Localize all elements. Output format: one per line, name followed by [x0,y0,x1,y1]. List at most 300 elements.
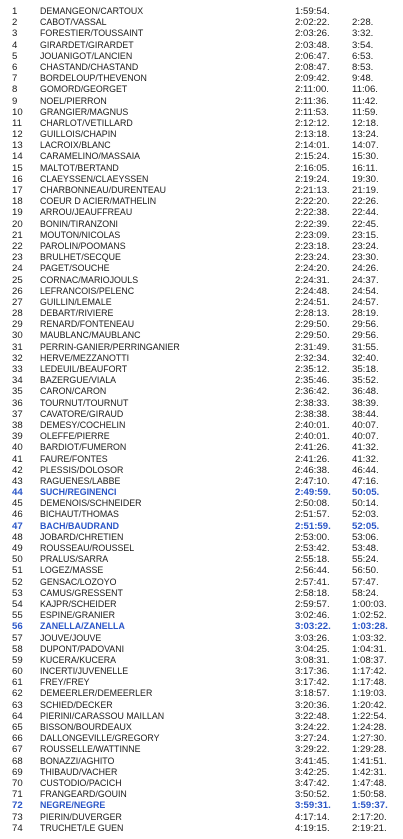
rank-cell: 72 [12,800,23,812]
time-cell: 2:53:00. [295,531,330,543]
result-row [0,40,403,51]
result-row [0,151,403,162]
rank-cell: 26 [12,285,23,297]
gap-cell: 11:59. [352,106,378,118]
gap-cell: 35:52. [352,375,379,387]
gap-cell: 32:40. [352,352,379,364]
time-cell: 2:56:44. [295,565,330,577]
time-cell: 2:59:57. [295,598,330,610]
time-cell: 2:23:09. [295,229,330,241]
gap-cell: 16:11. [352,162,378,174]
result-row [0,252,403,263]
crew-names-cell: BRULHET/SECQUE [40,252,121,264]
gap-cell: 15:30. [352,151,379,163]
gap-cell: 19:30. [352,173,379,185]
result-row [0,621,403,632]
result-row [0,700,403,711]
rank-cell: 7 [12,73,18,85]
gap-cell: 1:24:28. [352,722,387,733]
time-cell: 2:41:26. [295,442,330,454]
rank-cell: 29 [12,319,23,331]
crew-names-cell: ESPINE/GRANIER [40,610,116,622]
time-cell: 2:24:48. [295,285,330,297]
time-cell: 2:22:38. [295,207,330,219]
rank-cell: 16 [12,173,23,185]
time-cell: 3:03:22. [295,621,331,633]
gap-cell: 1:03:28. [352,621,388,633]
rank-cell: 70 [12,777,23,789]
crew-names-cell: GIRARDET/GIRARDET [40,39,134,51]
result-row [0,733,403,744]
rank-cell: 13 [12,140,23,152]
rank-cell: 23 [12,252,23,264]
time-cell: 3:04:25. [295,643,330,655]
gap-cell: 29:56. [352,319,379,331]
gap-cell: 23:15. [352,229,379,241]
rank-cell: 58 [12,643,23,655]
result-row [0,386,403,397]
time-cell: 3:17:36. [295,666,330,678]
crew-names-cell: SUCH/REGINENCI [40,487,117,499]
crew-names-cell: PIERIN/DUVERGER [40,811,122,823]
crew-names-cell: ZANELLA/ZANELLA [40,621,125,633]
time-cell: 2:06:47. [295,50,330,62]
time-cell: 2:31:49. [295,341,330,353]
time-cell: 2:38:38. [295,408,330,420]
crew-names-cell: NEGRE/NEGRE [40,800,106,812]
crew-names-cell: HERVE/MEZZANOTTI [40,352,130,364]
result-row [0,51,403,62]
rank-cell: 33 [12,364,23,375]
result-row [0,610,403,621]
crew-names-cell: DUPONT/PADOVANI [40,643,125,655]
gap-cell: 1:41:51. [352,755,387,767]
result-row [0,633,403,644]
gap-cell: 41:32. [352,453,379,465]
rank-cell: 39 [12,431,23,443]
time-cell: 2:03:48. [295,39,330,51]
rank-cell: 18 [12,196,23,208]
gap-cell: 11:06. [352,84,378,96]
rank-cell: 69 [12,766,23,778]
time-cell: 3:20:36. [295,699,330,711]
time-cell: 3:59:31. [295,800,331,812]
rank-cell: 54 [12,598,23,610]
time-cell: 2:11:53. [295,106,329,118]
result-row [0,644,403,655]
gap-cell: 40:07. [352,431,379,443]
crew-names-cell: KAJPR/SCHEIDER [40,598,117,610]
gap-cell: 21:19. [352,185,379,196]
result-row [0,319,403,330]
result-row [0,163,403,174]
time-cell: 2:53:42. [295,543,330,554]
rank-cell: 48 [12,531,23,543]
gap-cell: 22:26. [352,196,379,208]
result-row [0,241,403,252]
time-cell: 2:46:38. [295,464,330,476]
gap-cell: 22:45. [352,218,379,230]
gap-cell: 38:44. [352,408,379,420]
gap-cell: 1:08:37. [352,654,387,666]
crew-names-cell: BISSON/BOURDEAUX [40,722,132,733]
result-row [0,73,403,84]
time-cell: 3:03:26. [295,632,330,644]
gap-cell: 1:59:37. [352,800,388,812]
rank-cell: 10 [12,106,23,118]
crew-names-cell: JOUVE/JOUVE [40,632,102,644]
gap-cell: 52:03. [352,509,379,521]
time-cell: 2:40:01. [295,419,330,431]
gap-cell: 1:22:54. [352,710,387,722]
result-row [0,722,403,733]
result-row [0,778,403,789]
gap-cell: 36:48. [352,386,379,398]
gap-cell: 1:04:31. [352,643,387,655]
crew-names-cell: MALTOT/BERTAND [40,162,119,174]
rank-cell: 36 [12,397,23,409]
time-cell: 2:16:05. [295,162,330,174]
result-row [0,498,403,509]
gap-cell: 2:17:20. [352,811,387,823]
time-cell: 3:22:48. [295,710,330,722]
crew-names-cell: JOUANIGOT/LANCIEN [40,50,133,62]
crew-names-cell: MOUTON/NICOLAS [40,229,121,241]
rank-cell: 49 [12,543,23,554]
crew-names-cell: TOURNUT/TOURNUT [40,397,129,409]
gap-cell: 2:28. [352,17,374,29]
gap-cell: 1:47:48. [352,777,387,789]
crew-names-cell: BAZERGUE/VIALA [40,375,117,387]
rank-cell: 19 [12,207,23,219]
result-row [0,577,403,588]
crew-names-cell: SCHIED/DECKER [40,699,113,711]
time-cell: 2:03:26. [295,28,330,40]
rank-cell: 5 [12,50,18,62]
gap-cell: 9:48. [352,73,374,85]
rank-cell: 66 [12,733,23,745]
rank-cell: 24 [12,263,23,275]
rank-cell: 44 [12,487,23,499]
rank-cell: 57 [12,632,23,644]
crew-names-cell: BORDELOUP/THEVENON [40,73,147,85]
gap-cell: 38:39. [352,397,379,409]
crew-names-cell: FRANGEARD/GOUIN [40,789,127,801]
gap-cell: 24:57. [352,296,379,308]
crew-names-cell: CORNAC/MARIOJOULS [40,274,139,286]
crew-names-cell: LOGEZ/MASSE [40,565,104,577]
crew-names-cell: CARAMELINO/MASSAIA [40,151,141,163]
crew-names-cell: ROUSSEAU/ROUSSEL [40,543,135,554]
result-row [0,185,403,196]
crew-names-cell: ROUSSELLE/WATTINNE [40,744,141,756]
crew-names-cell: CHARBONNEAU/DURENTEAU [40,185,167,196]
time-cell: 2:23:24. [295,252,330,264]
crew-names-cell: FAURE/FONTES [40,453,108,465]
time-cell: 2:40:01. [295,431,330,443]
rank-cell: 74 [12,822,23,834]
result-row [0,28,403,39]
rank-cell: 31 [12,341,23,353]
crew-names-cell: CARON/CARON [40,386,107,398]
crew-names-cell: FREY/FREY [40,677,90,689]
result-row [0,487,403,498]
rank-cell: 61 [12,677,23,689]
gap-cell: 1:17:42. [352,666,387,678]
result-row [0,677,403,688]
result-row [0,140,403,151]
rank-cell: 45 [12,498,23,510]
rank-cell: 41 [12,453,23,465]
gap-cell: 58:24. [352,587,379,599]
gap-cell: 53:06. [352,531,379,543]
result-row [0,711,403,722]
time-cell: 2:22:39. [295,218,330,230]
gap-cell: 23:30. [352,252,379,264]
gap-cell: 1:17:48. [352,677,387,689]
time-cell: 2:55:18. [295,554,330,566]
gap-cell: 53:48. [352,543,379,554]
rank-cell: 59 [12,654,23,666]
crew-names-cell: GOMORD/GEORGET [40,84,128,96]
result-row [0,476,403,487]
crew-names-cell: RAGUENES/LABBE [40,475,121,487]
time-cell: 3:29:22. [295,744,330,756]
time-cell: 2:35:12. [295,364,330,375]
result-row [0,129,403,140]
gap-cell: 1:29:28. [352,744,387,756]
time-cell: 2:47:10. [295,475,330,487]
rank-cell: 1 [12,6,18,17]
result-row [0,465,403,476]
gap-cell: 56:50. [352,565,379,577]
result-row [0,375,403,386]
result-row [0,107,403,118]
result-row [0,767,403,778]
gap-cell: 1:00:03. [352,598,387,610]
rank-cell: 27 [12,296,23,308]
rank-cell: 62 [12,688,23,700]
gap-cell: 50:14. [352,498,379,510]
crew-names-cell: PAGET/SOUCHE [40,263,110,275]
gap-cell: 3:32. [352,28,374,40]
rank-cell: 64 [12,710,23,722]
crew-names-cell: DEBART/RIVIERE [40,308,114,320]
rank-cell: 22 [12,240,23,252]
time-cell: 1:59:54. [295,6,330,17]
gap-cell: 46:44. [352,464,379,476]
crew-names-cell: DEMENOIS/SCHNEIDER [40,498,142,510]
rank-cell: 46 [12,509,23,521]
crew-names-cell: THIBAUD/VACHER [40,766,118,778]
result-row [0,330,403,341]
time-cell: 2:51:59. [295,520,331,532]
time-cell: 3:41:45. [295,755,330,767]
gap-cell: 22:44. [352,207,379,219]
crew-names-cell: PERRIN-GANIER/PERRINGANIER [40,341,180,353]
result-row [0,599,403,610]
time-cell: 2:32:34. [295,352,330,364]
result-row [0,823,403,834]
gap-cell: 1:03:32. [352,632,387,644]
time-cell: 2:22:20. [295,196,330,208]
rank-cell: 34 [12,375,23,387]
rank-cell: 30 [12,330,23,342]
time-cell: 2:21:13. [295,185,330,196]
time-cell: 2:24:31. [295,274,330,286]
rank-cell: 42 [12,464,23,476]
crew-names-cell: MAUBLANC/MAUBLANC [40,330,141,342]
crew-names-cell: GRANGIER/MAGNUS [40,106,129,118]
result-row [0,655,403,666]
time-cell: 3:50:52. [295,789,330,801]
crew-names-cell: CHASTAND/CHASTAND [40,61,139,73]
time-cell: 4:17:14. [295,811,330,823]
rank-cell: 25 [12,274,23,286]
gap-cell: 1:02:52. [352,610,387,622]
time-cell: 2:50:08. [295,498,330,510]
time-cell: 4:19:15. [295,822,330,834]
time-cell: 2:09:42. [295,73,330,85]
gap-cell: 41:32. [352,442,379,454]
crew-names-cell: DEMANGEON/CARTOUX [40,6,144,17]
rank-cell: 12 [12,129,23,141]
rank-cell: 38 [12,419,23,431]
gap-cell: 14:07. [352,140,379,152]
crew-names-cell: LACROIX/BLANC [40,140,111,152]
time-cell: 2:41:26. [295,453,330,465]
rank-cell: 2 [12,17,18,29]
rank-cell: 14 [12,151,23,163]
result-row [0,364,403,375]
result-row [0,118,403,129]
rank-cell: 4 [12,39,18,51]
result-row [0,398,403,409]
crew-names-cell: PAROLIN/POOMANS [40,240,126,252]
result-row [0,509,403,520]
rank-cell: 15 [12,162,23,174]
gap-cell: 40:07. [352,419,379,431]
result-row [0,454,403,465]
crew-names-cell: PIERINI/CARASSOU MAILLAN [40,710,165,722]
gap-cell: 23:24. [352,240,379,252]
result-row [0,800,403,811]
crew-names-cell: BONAZZI/AGHITO [40,755,115,767]
rank-cell: 17 [12,185,23,196]
rank-cell: 55 [12,610,23,622]
rank-cell: 53 [12,587,23,599]
crew-names-cell: JOBARD/CHRETIEN [40,531,124,543]
crew-names-cell: GENSAC/LOZOYO [40,576,117,588]
rank-cell: 11 [12,117,22,129]
result-row [0,230,403,241]
time-cell: 2:36:42. [295,386,330,398]
crew-names-cell: CHARLOT/VETILLARD [40,117,133,129]
time-cell: 3:42:25. [295,766,330,778]
result-row [0,812,403,823]
time-cell: 3:18:57. [295,688,330,700]
time-cell: 2:02:22. [295,17,330,29]
crew-names-cell: TRUCHET/LE GUEN [40,822,124,834]
result-row [0,532,403,543]
gap-cell: 1:20:42. [352,699,387,711]
gap-cell: 28:19. [352,308,379,320]
result-row [0,308,403,319]
time-cell: 2:57:41. [295,576,330,588]
time-cell: 2:29:50. [295,330,330,342]
result-row [0,84,403,95]
time-cell: 3:47:42. [295,777,330,789]
crew-names-cell: LEDEUIL/BEAUFORT [40,364,128,375]
rank-cell: 68 [12,755,23,767]
rank-cell: 40 [12,442,23,454]
crew-names-cell: PRALUS/SARRA [40,554,109,566]
result-row [0,756,403,767]
gap-cell: 52:05. [352,520,380,532]
time-cell: 2:51:57. [295,509,330,521]
crew-names-cell: INCERTI/JUVENELLE [40,666,129,678]
time-cell: 2:23:18. [295,240,330,252]
result-row [0,275,403,286]
crew-names-cell: CAMUS/GRESSENT [40,587,123,599]
time-cell: 3:24:22. [295,722,330,733]
crew-names-cell: COEUR D ACIER/MATHELIN [40,196,157,208]
crew-names-cell: PLESSIS/DOLOSOR [40,464,124,476]
gap-cell: 3:54. [352,39,374,51]
time-cell: 2:08:47. [295,61,330,73]
crew-names-cell: CABOT/VASSAL [40,17,107,29]
time-cell: 2:11:36. [295,95,329,107]
result-row [0,263,403,274]
crew-names-cell: DEMESY/COCHELIN [40,419,126,431]
gap-cell: 1:19:03. [352,688,387,700]
time-cell: 2:19:24. [295,173,330,185]
gap-cell: 6:53. [352,50,374,62]
time-cell: 3:08:31. [295,654,330,666]
time-cell: 2:13:18. [295,129,330,141]
result-row [0,342,403,353]
result-row [0,442,403,453]
crew-names-cell: CAVATORE/GIRAUD [40,408,124,420]
result-row [0,521,403,532]
result-row [0,6,403,17]
gap-cell: 35:18. [352,364,379,375]
rank-cell: 6 [12,61,18,73]
gap-cell: 24:37. [352,274,379,286]
time-cell: 2:14:01. [295,140,330,152]
time-cell: 2:12:12. [295,117,330,129]
time-cell: 2:49:59. [295,487,331,499]
crew-names-cell: GUILLOIS/CHAPIN [40,129,117,141]
gap-cell: 1:50:58. [352,789,387,801]
rank-cell: 37 [12,408,23,420]
gap-cell: 13:24. [352,129,379,141]
rank-cell: 9 [12,95,18,107]
gap-cell: 11:42. [352,95,378,107]
rank-cell: 3 [12,28,18,40]
results-table [0,6,403,834]
result-row [0,196,403,207]
rank-cell: 50 [12,554,23,566]
rank-cell: 52 [12,576,23,588]
rank-cell: 20 [12,218,23,230]
crew-names-cell: CLAEYSSEN/CLAEYSSEN [40,173,149,185]
time-cell: 2:29:50. [295,319,330,331]
time-cell: 2:24:51. [295,296,330,308]
result-row [0,286,403,297]
time-cell: 2:28:13. [295,308,330,320]
gap-cell: 2:19:21. [352,822,387,834]
